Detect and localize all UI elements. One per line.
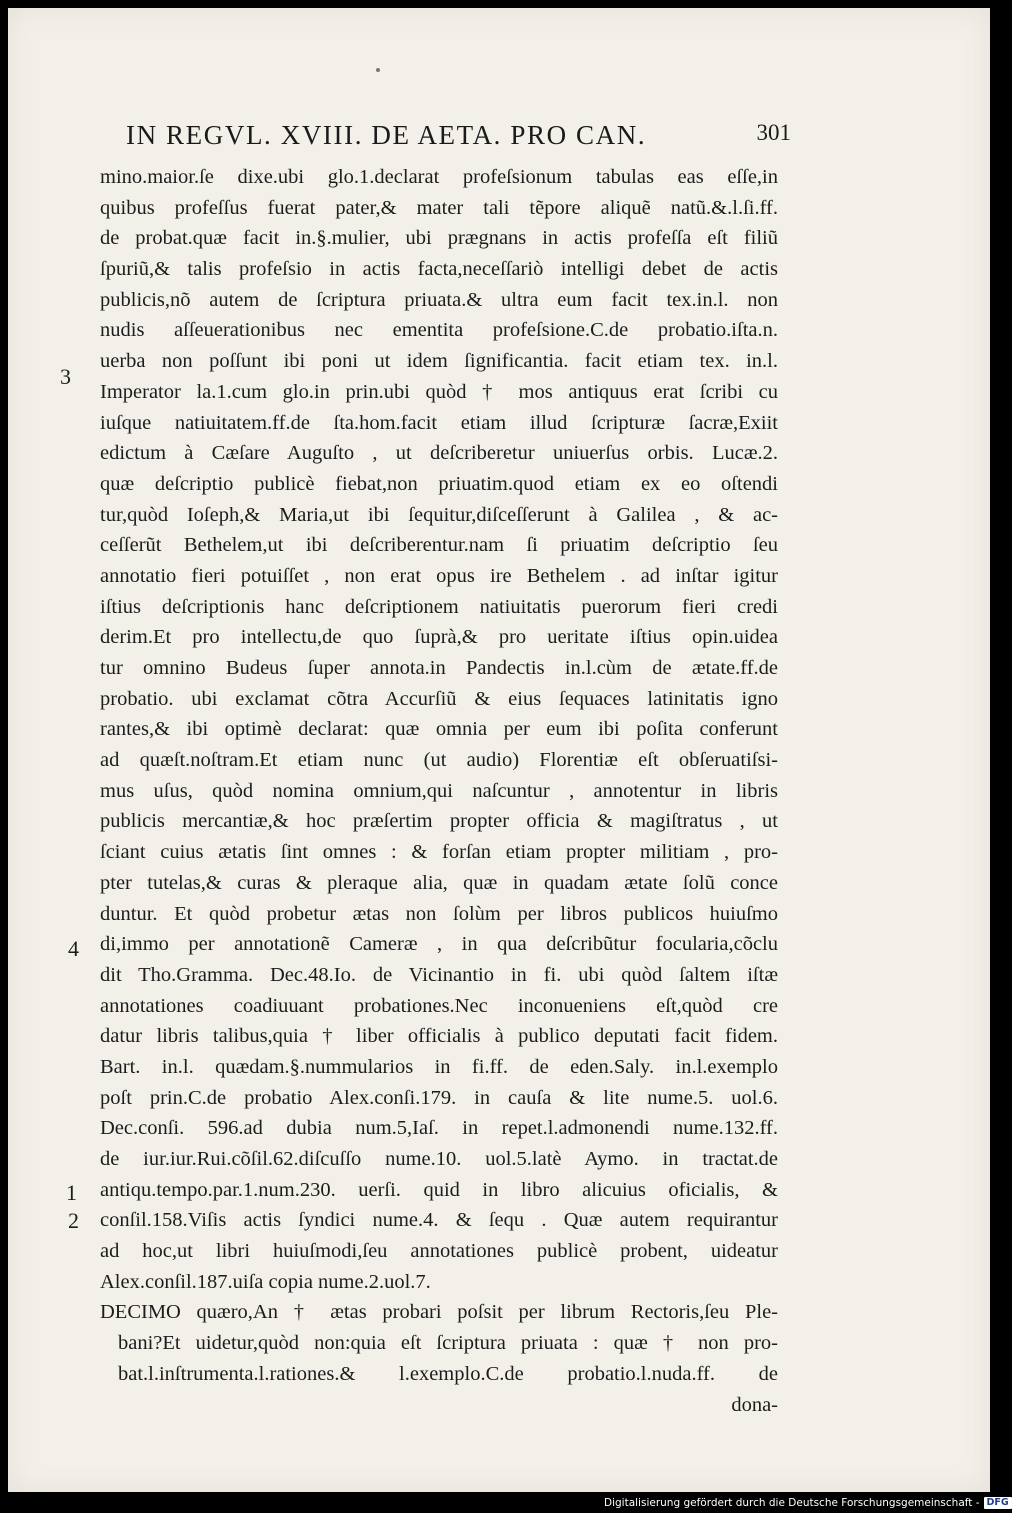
text-line: publicis mercantiæ,& hoc præſertim propter officia & magiſtratus , ut [100,810,778,833]
text-line: ſpuriũ,& talis profeſsio in actis facta,neceſſariò intelligi debet de actis [100,258,778,281]
running-title: IN REGVL. XVIII. DE AETA. PRO CAN. [126,120,647,150]
text-line: dit Tho.Gramma. Dec.48.Io. de Vicinantio in fi. ubi quòd ſaltem iſtæ [100,963,778,986]
text-line: tur,quòd Ioſeph,& Maria,ut ibi ſequitur,diſceſſerunt à Galilea , & ac- [100,503,778,526]
text-line: nudis aſſeuerationibus nec ementita profeſsione.C.de probatio.iſta.n. [100,319,778,342]
running-header [126,120,791,156]
text-line: conſil.158.Viſis actis ſyndici nume.4. & ſequ . Quæ autem requirantur [100,1209,778,1232]
text-line: annotationes coadiuuant probationes.Nec inconueniens eſt,quòd cre [100,994,778,1017]
text-line: annotatio fieri potuiſſet , non erat opus ire Bethelem . ad inſtar igitur [100,564,778,587]
margin-number-2: 2 [68,1208,79,1233]
text-line: probatio. ubi exclamat cõtra Accurſiũ & eius ſequaces latinitatis igno [100,687,778,710]
margin-number-3: 3 [60,364,71,389]
text-line: Alex.conſil.187.uiſa copia nume.2.uol.7. [100,1270,431,1293]
text-line: mino.maior.ſe dixe.ubi glo.1.declarat profeſsionum tabulas eas eſſe,in [100,166,778,188]
text-line: quæ deſcriptio publicè fiebat,non priuatim.quod etiam ex eo oſtendi [100,472,778,495]
folio-number: 301 [756,120,791,145]
text-line: tur omnino Budeus ſuper annota.in Pandectis in.l.cùm de ætate.ff.de [100,657,778,679]
text-line: ſciant cuius ætatis ſint omnes : & forſan etiam propter militiam , pro- [100,841,778,864]
book-page [8,8,990,1492]
text-line: de iur.iur.Rui.cõſil.62.diſcuſſo nume.10. uol.5.latè Aymo. in tractat.de [100,1148,778,1170]
text-line: pter tutelas,& curas & pleraque alia, quæ in quadam ætate ſolũ conce [100,871,778,894]
text-line: poſt prin.C.de probatio Alex.conſi.179. in cauſa & lite nume.5. uol.6. [100,1086,778,1109]
text-line: uerba non poſſunt ibi poni ut idem ſignificantia. facit etiam tex. in.l. [100,350,778,373]
text-line: derim.Et pro intellectu,de quo ſuprà,& pro ueritate iſtius opin.uidea [100,626,778,649]
text-line-paragraph-start: DECIMO quæro,An † ætas probari poſsit per librum Rectoris,ſeu Ple- [100,1301,778,1324]
text-line: duntur. Et quòd probetur ætas non ſolùm per libros publicos huiuſmo [100,902,778,925]
credit-text: Digitalisierung gefördert durch die Deutsche Forschungsgemeinschaft - [604,1497,980,1509]
text-line: rantes,& ibi optimè declarat: quæ omnia per eum ibi poſita conferunt [100,718,778,741]
page-speck [376,68,380,72]
digitization-credit [604,1495,1012,1511]
text-line: antiqu.tempo.par.1.num.230. uerſi. quid in libro alicuius oficialis, & [100,1178,778,1201]
dfg-logo: DFG [984,1497,1012,1509]
text-line: bat.l.inſtrumenta.l.rationes.& l.exemplo.C.de probatio.l.nuda.ff. de [118,1362,778,1385]
text-line: Bart. in.l. quædam.§.nummularios in fi.ff. de eden.Saly. in.l.exemplo [100,1055,778,1078]
text-line: iſtius deſcriptionis hanc deſcriptionem natiuitatis puerorum fieri credi [100,595,778,618]
text-line: Dec.conſi. 596.ad dubia num.5,Iaſ. in repet.l.admonendi nume.132.ff. [100,1117,778,1140]
text-line: de probat.quæ facit in.§.mulier, ubi prægnans in actis profeſſa eſt filiũ [100,227,778,250]
catchword: dona- [731,1393,778,1416]
body-text [100,162,778,1420]
margin-number-1: 1 [66,1180,77,1205]
text-line: datur libris talibus,quia † liber officialis à publico deputati facit fidem. [100,1025,778,1048]
text-line: bani?Et uidetur,quòd non:quia eſt ſcriptura priuata : quæ † non pro- [118,1332,778,1355]
text-line: Imperator la.1.cum glo.in prin.ubi quòd † mos antiquus erat ſcribi cu [100,380,778,403]
text-line: di,immo per annotationẽ Cameræ , in qua deſcribũtur focularia,cõclu [100,933,778,956]
text-line: ceſſerũt Bethelem,ut ibi deſcriberentur.nam ſi priuatim deſcriptio ſeu [100,534,778,557]
text-line: publicis,nõ autem de ſcriptura priuata.& ultra eum facit tex.in.l. non [100,288,778,311]
text-line: ad hoc,ut libri huiuſmodi,ſeu annotationes publicè probent, uideatur [100,1240,778,1263]
margin-number-4: 4 [68,936,79,961]
text-line: mus uſus, quòd nomina omnium,qui naſcuntur , annotentur in libris [100,779,778,802]
text-line: quibus profeſſus fuerat pater,& mater tali tẽpore aliquẽ natũ.&.l.ſi.ff. [100,196,778,219]
text-line: ad quæſt.noſtram.Et etiam nunc (ut audio) Florentiæ eſt obſeruatiſsi- [100,749,778,772]
text-line: edictum à Cæſare Auguſto , ut deſcriberetur uniuerſus orbis. Lucæ.2. [100,442,778,465]
text-line: iuſque natiuitatem.ff.de ſta.hom.facit etiam illud ſcripturæ ſacræ,Exiit [100,411,778,434]
